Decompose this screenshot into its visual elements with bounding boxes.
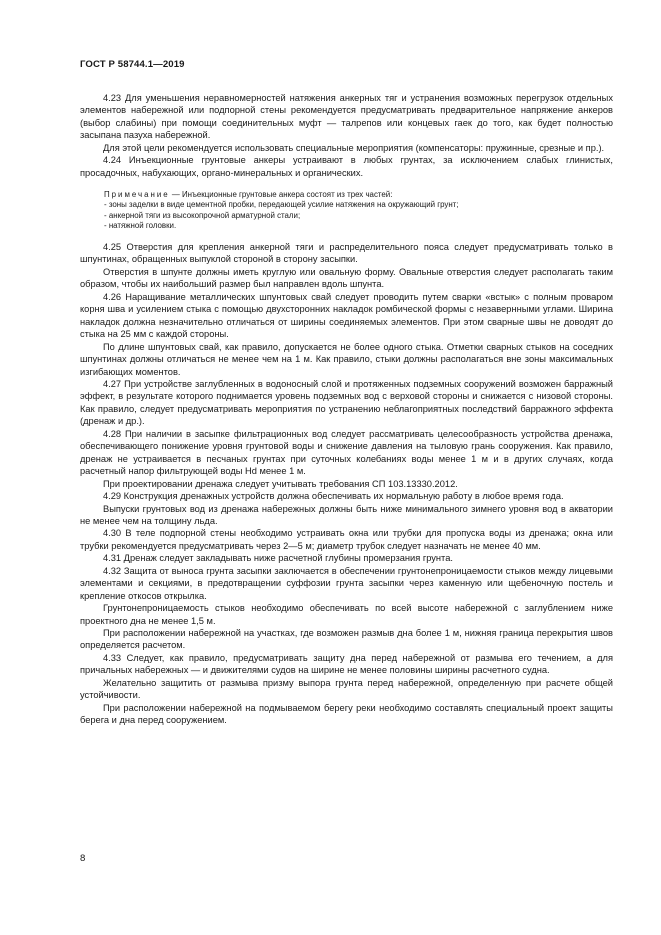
paragraph: При расположении набережной на подмываемом берегу реки необходимо составлять специальный проект защиты берега и дна перед сооружением.: [80, 702, 613, 726]
paragraph: При проектировании дренажа следует учитывать требования СП 103.13330.2012.: [103, 478, 458, 489]
page-number: 8: [80, 853, 86, 864]
paragraph-4-23: 4.23 Для уменьшения неравномерностей натяжения анкерных тяг и устранения возможных перегрузок отдельных элементов набережной или подпорной стены рекомендуется предусматривать предварительное напряжение анкеров (выбор слабины) при помощи соединительных муфт — талрепов или концевых гаек до того, как будет полностью засыпана пазуха набережной.: [80, 93, 613, 141]
paragraph-4-27: 4.27 При устройстве заглубленных в водоносный слой и протяженных подземных сооружений возможен барражный эффект, в результате которого поднимается уровень подземных вод с верховой стороны и снижается с низовой стороны. Как правило, следует предусматривать мероприятия по устранению неблагоприятных последствий барражного эффекта (дренаж и др.).: [80, 378, 613, 427]
document-header: ГОСТ Р 58744.1—2019: [80, 59, 185, 70]
paragraph: При расположении набережной на участках, где возможен размыв дна более 1 м, нижняя граница перекрытия швов определяется расчетом.: [80, 628, 613, 651]
paragraph: Выпуски грунтовых вод из дренажа набережных должны быть ниже минимального зимнего уровня вод в акватории не менее чем на толщину льда.: [80, 503, 613, 526]
note-list-item: - анкерной тяги из высокопрочной арматурной стали;: [104, 210, 301, 220]
paragraph: Желательно защитить от размыва призму выпора грунта перед набережной, определенную при расчете общей устойчивости.: [80, 677, 613, 701]
paragraph-4-32: 4.32 Защита от выноса грунта засыпки заключается в обеспечении грунтонепроницаемости стыков между лицевыми элементами и секциями, в предотвращении суффозии грунта засыпки через каменную или щебеночную постель и крепление откосов открылка.: [80, 565, 613, 601]
paragraph-4-31: 4.31 Дренаж следует закладывать ниже расчетной глубины промерзания грунта.: [103, 553, 453, 564]
paragraph: Отверстия в шпунте должны иметь круглую или овальную форму. Овальные отверстия следует располагать таким образом, чтобы их наибольший размер был направлен вдоль шпунта.: [80, 266, 613, 290]
paragraph-4-24: 4.24 Инъекционные грунтовые анкеры устраивают в любых грунтах, за исключением слабых глинистых, просадочных, набухающих, органо-минеральных и органических.: [80, 155, 613, 178]
paragraph: По длине шпунтовых свай, как правило, допускается не более одного стыка. Отметки сварных стыков на соседних шпунтинах должны отличаться не менее чем на 1 м. Как правило, стыки должны располагаться вне зоны максимальных изгибающих моментов.: [80, 341, 613, 377]
document-body: [80, 92, 613, 727]
paragraph-4-29: 4.29 Конструкция дренажных устройств должна обеспечивать их нормальную работу в любое время года.: [103, 491, 564, 502]
paragraph: Для этой цели рекомендуется использовать специальные мероприятия (компенсаторы: пружинные, срезные и пр.).: [103, 142, 605, 153]
paragraph-4-30: 4.30 В теле подпорной стены необходимо устраивать окна или трубки для пропуска воды из дренажа; окна или трубки рекомендуется предусматривать через 2—5 м; диаметр трубок следует назначать не менее 40 мм.: [80, 528, 613, 551]
paragraph: Грунтонепроницаемость стыков необходимо обеспечивать по всей высоте набережной с заглублением ниже проектного дна не менее 1,5 м.: [80, 603, 613, 626]
note-list-item: - зоны заделки в виде цементной пробки, передающей усилие натяжения на окружающий грунт;: [104, 200, 459, 210]
note-list-item: - натяжной головки.: [104, 220, 177, 230]
paragraph-4-26: 4.26 Наращивание металлических шпунтовых свай следует проводить путем сварки «встык» с полным проваром корня шва и усилением стыка с помощью двухсторонних накладок ромбической формы с незавернными углами. Ширина накладок должна незначительно отличаться от ширины соединяемых элементов. При этом сварные швы не доводят до стыка на 25 мм с каждой стороны.: [80, 291, 613, 340]
paragraph-4-33: 4.33 Следует, как правило, предусматривать защиту дна перед набережной от размыва его течением, а для причальных набережных — и движителями судов на ширине не менее половины ширины расчетного судна.: [80, 652, 613, 676]
note-label: Примечание: [104, 190, 170, 200]
note-block: [80, 190, 613, 231]
paragraph-4-25: 4.25 Отверстия для крепления анкерной тяги и распределительного пояса следует предусматривать только в шпунтинах, обращенных выпуклой стороной в сторону засыпки.: [80, 241, 613, 265]
note-text: — Инъекционные грунтовые анкера состоят из трех частей:: [169, 190, 393, 200]
note-title: [80, 190, 613, 200]
paragraph-4-28: 4.28 При наличии в засыпке фильтрационных вод следует рассматривать целесообразность устройства дренажа, обеспечивающего понижение уровня грунтовой воды и снижение давления на тыловую грань сооружения. Как правило, дренаж не устраивается в песчаных грунтах при суточных колебаниях воды менее 1 м и в других случаях, когда расчетный напор фильтрующей воды Hd менее 1 м.: [80, 428, 613, 477]
